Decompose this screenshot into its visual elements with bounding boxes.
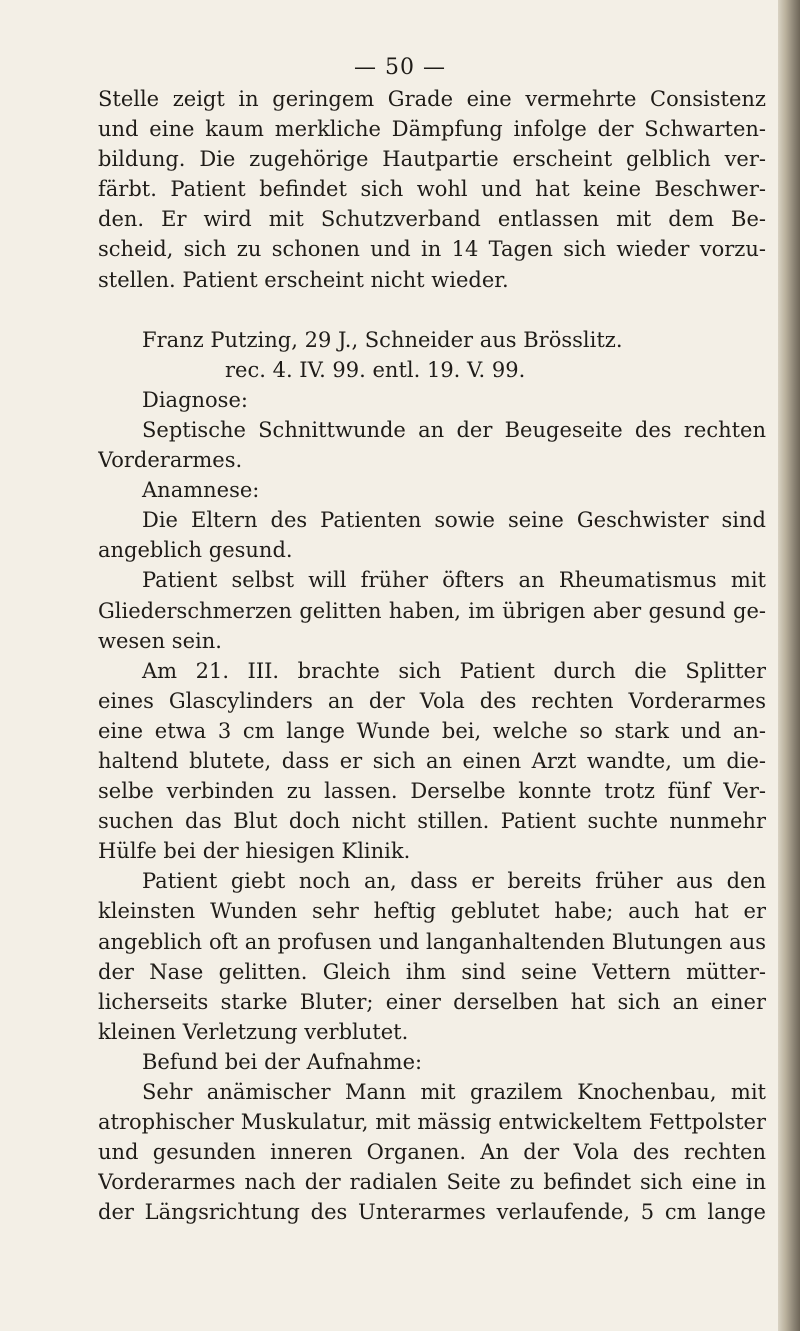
page-number: — 50 — (354, 55, 446, 80)
case-dates: rec. 4. IV. 99. entl. 19. V. 99. (225, 357, 526, 382)
text-line: Septische Schnittwunde an der Beugeseite des rechten (142, 417, 766, 442)
text-line: Vorderarmes. (98, 448, 243, 473)
paragraph-gap (98, 295, 766, 325)
text-line: stellen. Patient erscheint nicht wieder. (98, 267, 509, 292)
text-line: angeblich gesund. (98, 538, 293, 563)
text-line: suchen das Blut doch nicht stillen. Patient suchte nunmehr (98, 809, 766, 834)
text-line: Gliederschmerzen gelitten haben, im übrigen aber gesund ge- (98, 598, 766, 623)
text-line: Stelle zeigt in geringem Grade eine vermehrte Consistenz (98, 87, 766, 111)
section-heading-anamnese: Anamnese: (142, 478, 260, 503)
page-edge (778, 0, 800, 1331)
text-line: licherseits starke Bluter; einer derselben hat sich an einer (98, 989, 766, 1014)
text-line: der Nase gelitten. Gleich ihm sind seine Vettern mütter- (98, 959, 766, 984)
text-line: wesen sein. (98, 628, 222, 653)
body-text (98, 84, 766, 1227)
case-heading: Franz Putzing, 29 J., Schneider aus Brösslitz. (142, 327, 623, 352)
text-line: färbt. Patient befindet sich wohl und hat keine Beschwer- (98, 177, 766, 202)
text-line: der Längsrichtung des Unterarmes verlaufende, 5 cm lange (98, 1200, 766, 1225)
text-line: haltend blutete, dass er sich an einen Arzt wandte, um die- (98, 748, 766, 773)
text-line: bildung. Die zugehörige Hautpartie erscheint gelblich ver- (98, 147, 766, 172)
text-line: eine etwa 3 cm lange Wunde bei, welche so stark und an- (98, 718, 766, 743)
text-line: angeblich oft an profusen und langanhaltenden Blutungen aus (98, 929, 766, 954)
text-line: Vorderarmes nach der radialen Seite zu befindet sich eine in (98, 1170, 766, 1195)
text-line: kleinsten Wunden sehr heftig geblutet habe; auch hat er (98, 899, 766, 924)
text-line: selbe verbinden zu lassen. Derselbe konnte trotz fünf Ver- (98, 779, 766, 804)
text-line: Patient selbst will früher öfters an Rheumatismus mit (142, 568, 766, 593)
text-line: scheid, sich zu schonen und in 14 Tagen sich wieder vorzu- (98, 237, 766, 262)
text-line: und gesunden inneren Organen. An der Vola des rechten (98, 1140, 766, 1165)
text-line: Patient giebt noch an, dass er bereits früher aus den (142, 869, 766, 894)
text-line: eines Glascylinders an der Vola des rechten Vorderarmes (98, 688, 766, 713)
text-line: Am 21. III. brachte sich Patient durch die Splitter (142, 658, 766, 683)
text-line: den. Er wird mit Schutzverband entlassen mit dem Be- (98, 207, 766, 232)
section-heading-befund: Befund bei der Aufnahme: (142, 1049, 423, 1074)
text-line: Sehr anämischer Mann mit grazilem Knochenbau, mit (142, 1080, 766, 1104)
text-line: Hülfe bei der hiesigen Klinik. (98, 839, 411, 864)
text-line: Die Eltern des Patienten sowie seine Geschwister sind (142, 508, 766, 533)
text-line: atrophischer Muskulatur, mit mässig entwickeltem Fettpolster (98, 1110, 766, 1135)
section-heading-diagnose: Diagnose: (142, 387, 248, 412)
text-line: kleinen Verletzung verblutet. (98, 1019, 409, 1044)
text-line: und eine kaum merkliche Dämpfung infolge der Schwarten- (98, 117, 766, 142)
